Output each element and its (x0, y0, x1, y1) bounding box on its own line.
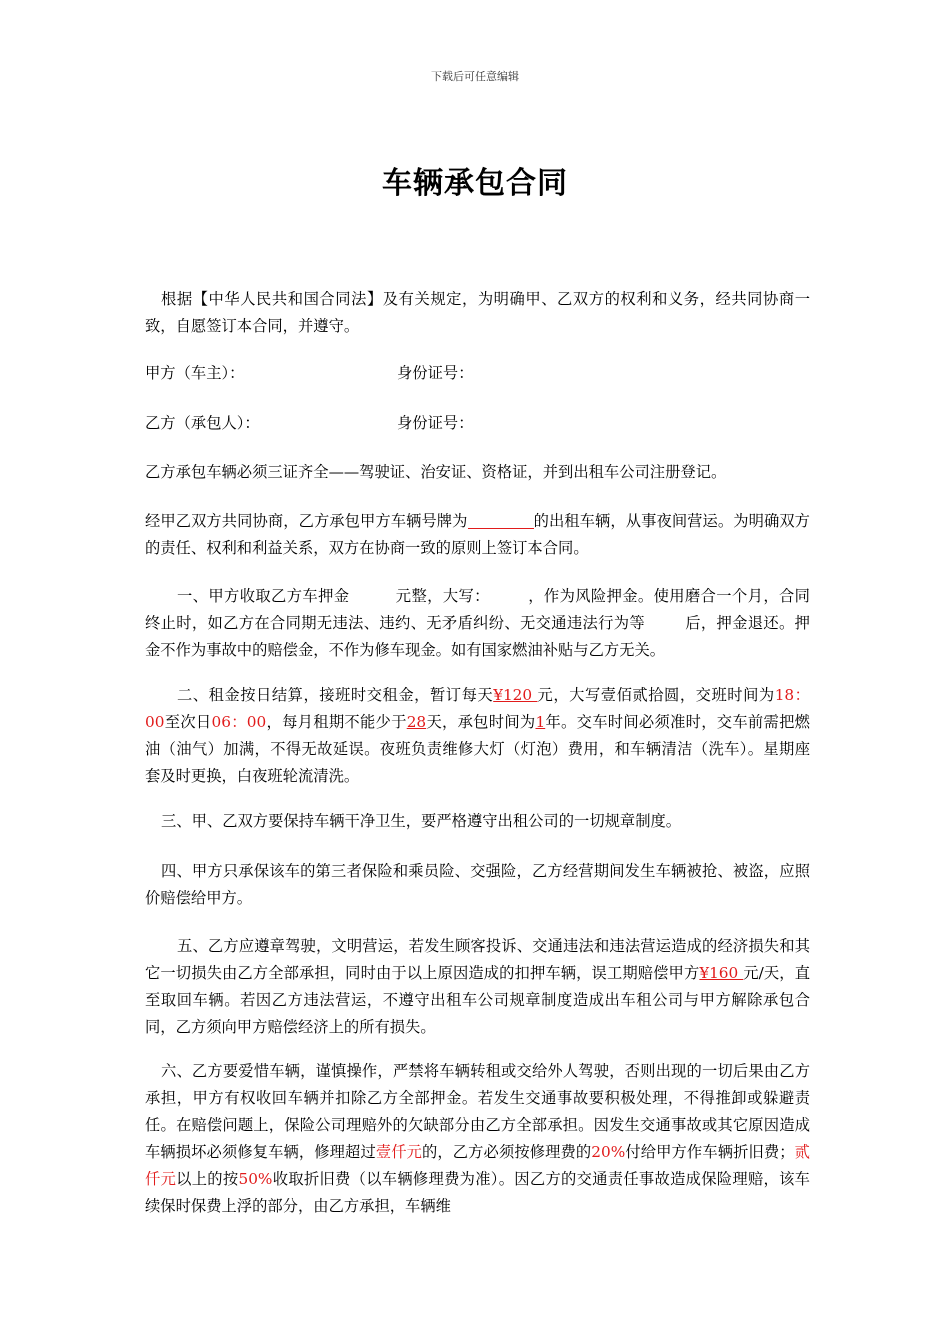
party-a-line (145, 360, 810, 387)
clause-2-part5: 天，承包时间为 (426, 713, 536, 731)
header-note: 下载后可任意编辑 (431, 70, 519, 83)
agreement-text-after: 的出租车辆，从事夜间营运。为明确双方的责任、权利和利益关系，双方在协商一致的原则上签订本合同。 (145, 512, 810, 557)
repair-threshold-1: 壹仟元 (375, 1143, 422, 1161)
clause-2-part4: ，每月租期不能少于 (266, 713, 407, 731)
clause-1-part1: 一、甲方收取乙方车押金 (177, 587, 350, 605)
shift-start-time: 18：00 (145, 686, 810, 731)
depreciation-rate-1: 20% (591, 1143, 626, 1161)
clause-6-part2: 的，乙方必须按修理费的 (422, 1143, 592, 1161)
page-title: 车辆承包合同 (382, 166, 568, 201)
clause-6-part3: 付给甲方作车辆折旧费； (625, 1143, 795, 1161)
plate-number-blank (468, 510, 534, 529)
clause-2-part6: 年。交车时间必须准时，交车前需把燃油（油气）加满，不得无故延误。夜班负责维修大灯（灯泡）费用，和车辆清洁（洗车）。星期座套及时更换，白夜班轮流清洗。 (145, 713, 810, 785)
party-b-line (145, 410, 810, 437)
shift-end-time: 06：00 (211, 713, 267, 731)
intro-text: 根据【中华人民共和国合同法】及有关规定，为明确甲、乙双方的权利和义务，经共同协商一致，自愿签订本合同，并遵守。 (145, 290, 810, 335)
daily-rent-value: ¥120 (493, 686, 538, 704)
clause-2-part2: 元，大写壹佰贰拾圆，交班时间为 (537, 686, 775, 704)
clause-6-part1: 六、乙方要爱惜车辆，谨慎操作，严禁将车辆转租或交给外人驾驶，否则出现的一切后果由乙方承担，甲方有权收回车辆并扣除乙方全部押金。若发生交通事故要积极处理，不得推卸或躲避责任。在赔偿问题上，保险公司理赔外的欠缺部分由乙方全部承担。因发生交通事故或其它原因造成车辆损坏必须修复车辆，修理超过 (145, 1062, 810, 1161)
clause-1-part3: ，作为风险押金。使用磨合一个月，合同终止时，如乙方在合同期无违法、违约、无矛盾纠纷、无交通违法行为等 (145, 587, 810, 632)
clause-2-part1: 二、租金按日结算，接班时交租金，暂订每天 (177, 686, 494, 704)
clause-4 (145, 858, 810, 912)
clause-6 (145, 1058, 810, 1220)
party-a-id-label: 身份证号： (397, 364, 474, 382)
compensation-value: ¥160 (699, 964, 744, 982)
clause-5-part1: 五、乙方应遵章驾驶，文明营运，若发生顾客投诉、交通违法和违法营运造成的经济损失和其它一切损失由乙方全部承担，同时由于以上原因造成的扣押车辆，误工期赔偿甲方 (145, 937, 810, 982)
min-days-value: 28 (406, 713, 427, 731)
repair-threshold-2: 贰仟元 (145, 1143, 810, 1188)
clause-5 (145, 933, 810, 1041)
party-a-label: 甲方（车主）： (145, 364, 245, 382)
party-b-id-label: 身份证号： (397, 414, 474, 432)
clause-2-part3: 至次日 (164, 713, 212, 731)
certs-text: 乙方承包车辆必须三证齐全——驾驶证、治安证、资格证，并到出租车公司注册登记。 (145, 463, 727, 481)
party-b-label: 乙方（承包人）： (145, 414, 260, 432)
clause-6-part5: 收取折旧费（以车辆修理费为准）。因乙方的交通责任事故造成保险理赔，该车续保时保费上浮的部分，由乙方承担，车辆维 (145, 1170, 810, 1215)
intro-paragraph (145, 286, 810, 340)
clause-4-text: 四、甲方只承保该车的第三者保险和乘员险、交强险，乙方经营期间发生车辆被抢、被盗，应照价赔偿给甲方。 (145, 862, 810, 907)
clause-5-part2: 元/天，直至取回车辆。若因乙方违法营运，不遵守出租车公司规章制度造成出车租公司与甲方解除承包合同，乙方须向甲方赔偿经济上的所有损失。 (145, 964, 810, 1036)
clause-3-text: 三、甲、乙双方要保持车辆干净卫生，要严格遵守出租公司的一切规章制度。 (161, 812, 682, 830)
clause-3 (145, 808, 810, 835)
clause-6-part4: 以上的按 (176, 1170, 239, 1188)
contract-years-value: 1 (535, 713, 546, 731)
certs-paragraph (145, 459, 810, 486)
clause-2 (145, 682, 810, 790)
clause-1 (145, 583, 810, 664)
clause-1-part2: 元整，大写： (395, 587, 490, 605)
agreement-text-before: 经甲乙双方共同协商，乙方承包甲方车辆号牌为 (145, 512, 468, 530)
clause-1-part4: 后，押金退还。押金不作为事故中的赔偿金，不作为修车现金。如有国家燃油补贴与乙方无关。 (145, 614, 810, 659)
depreciation-rate-2: 50% (238, 1170, 273, 1188)
agreement-paragraph (145, 508, 810, 562)
